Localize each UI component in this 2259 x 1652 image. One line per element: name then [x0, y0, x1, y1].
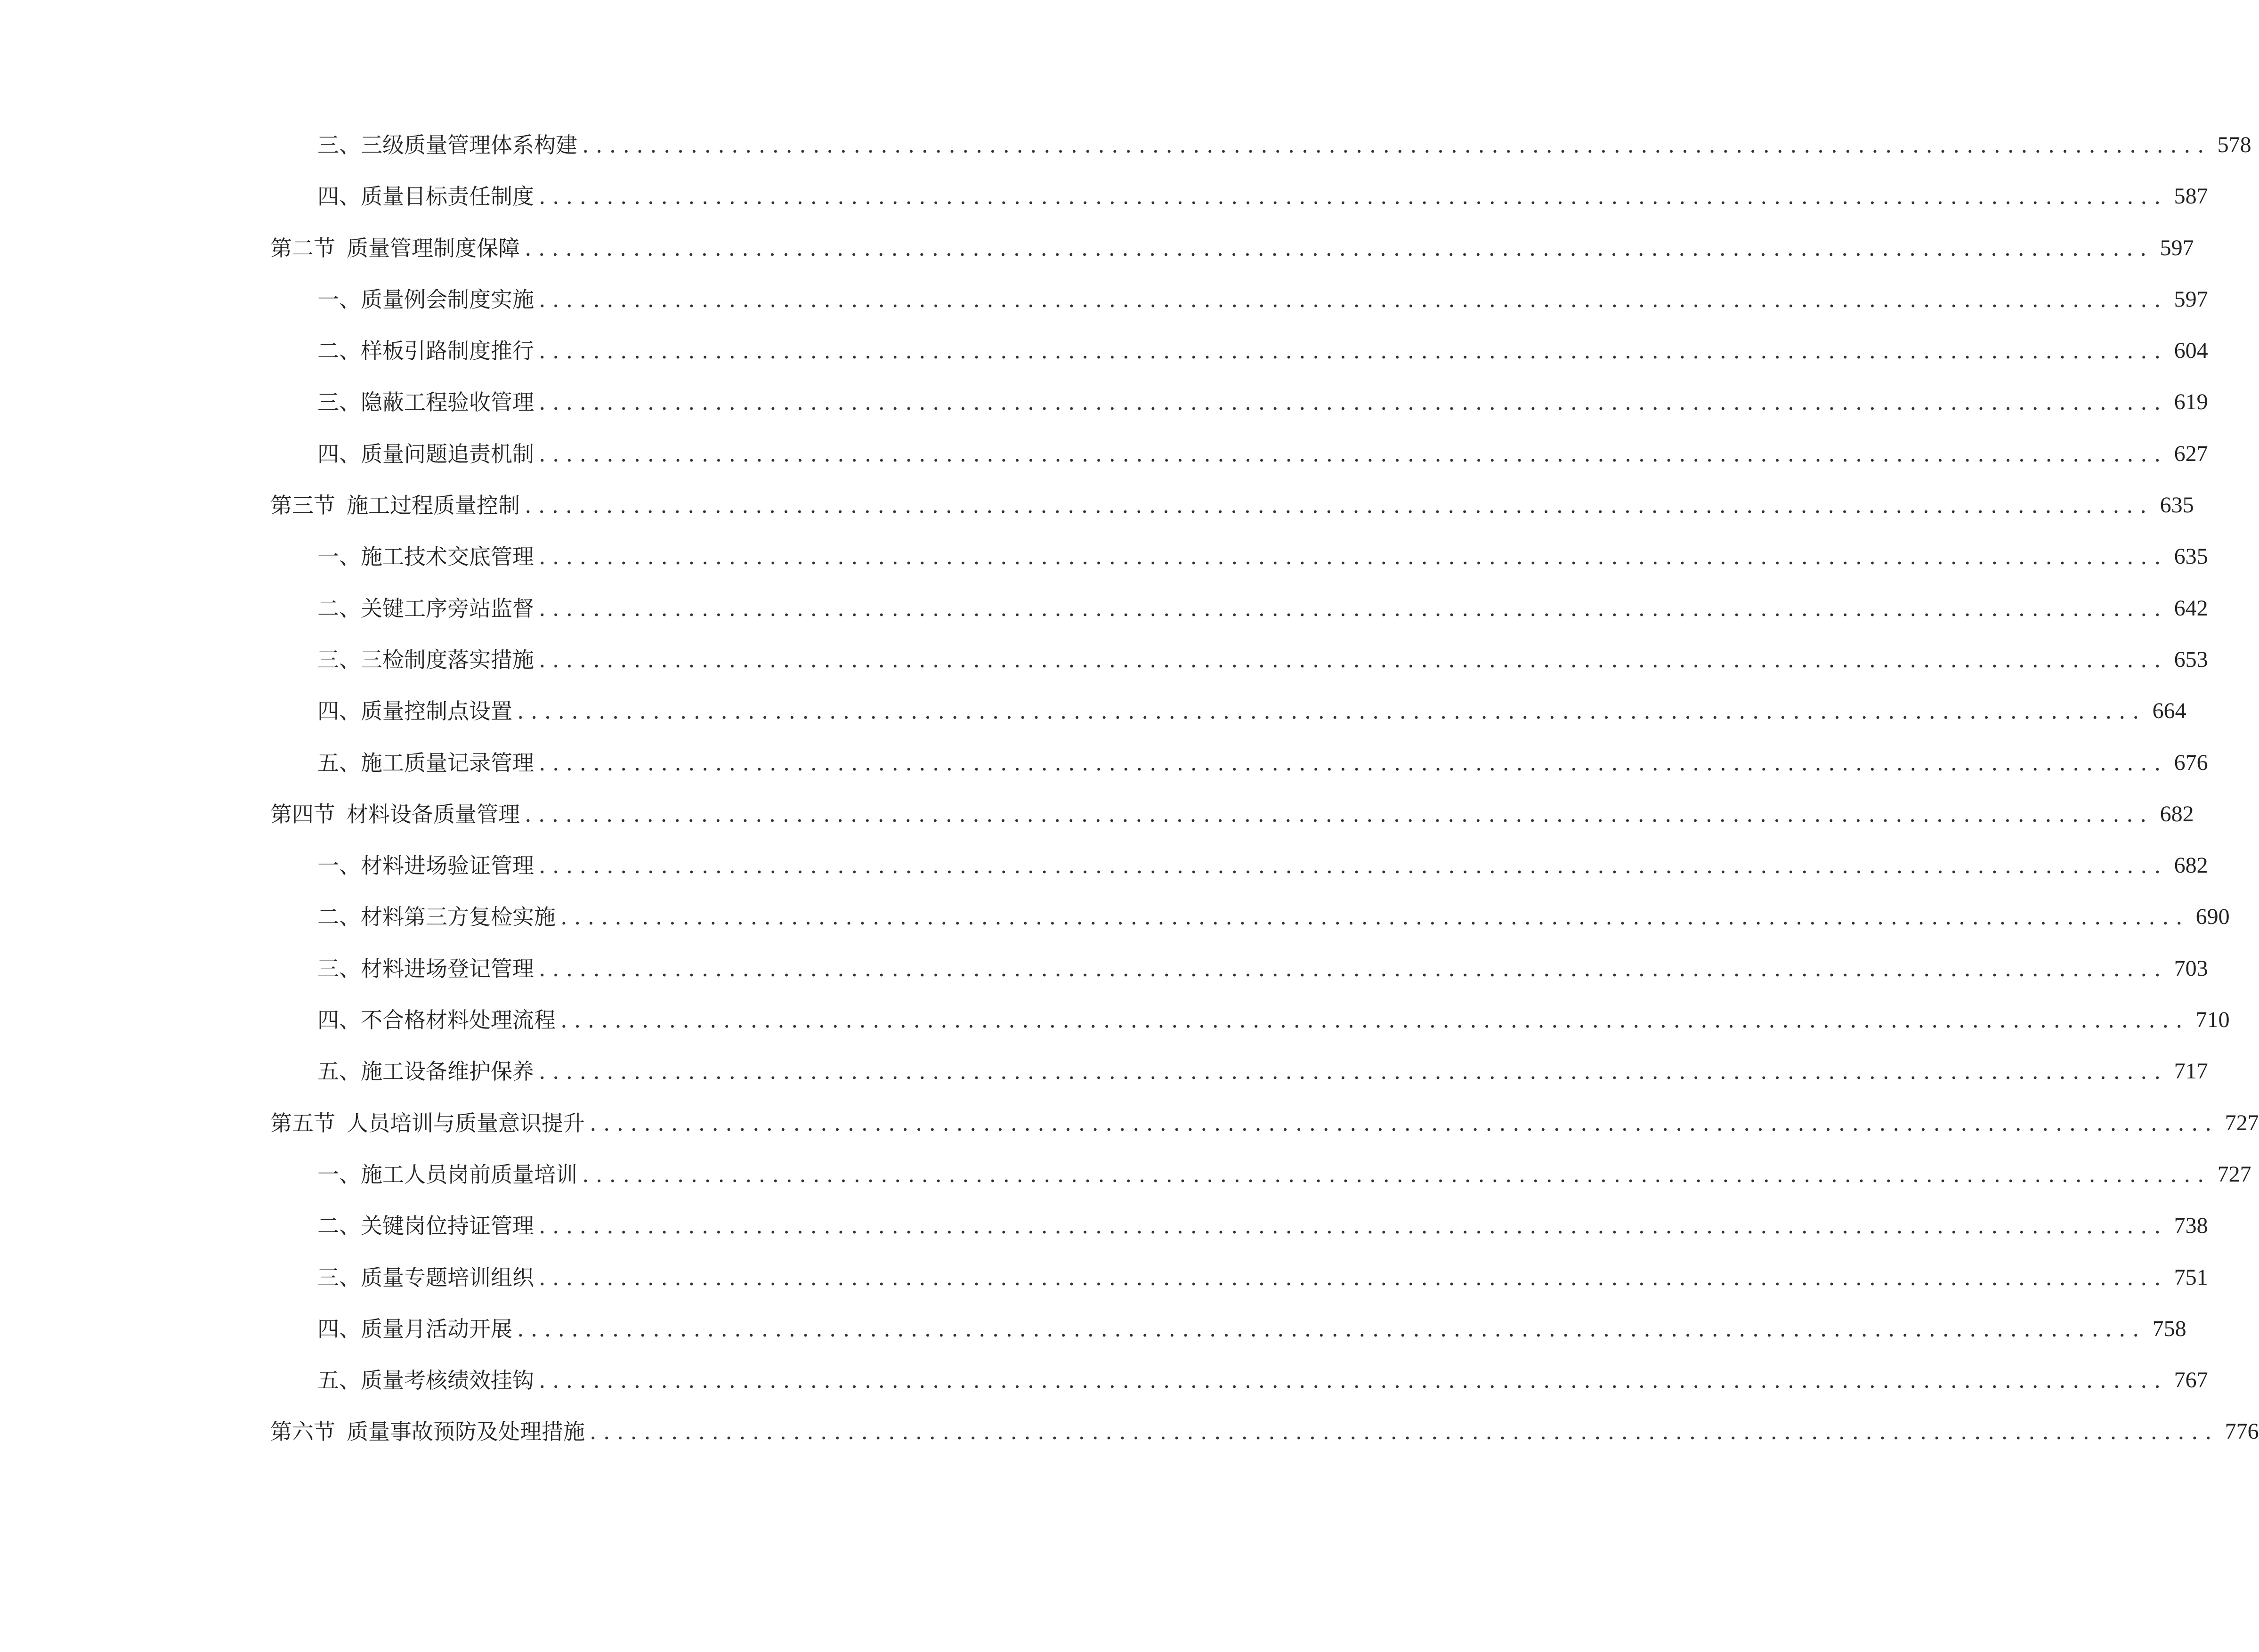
dot-leader: ........................................................................................................................: [539, 389, 2168, 415]
toc-entry-title: 施工人员岗前质量培训: [361, 1161, 577, 1187]
toc-entry-title: 质量例会制度实施: [361, 286, 534, 312]
toc-entry-line: [317, 1263, 2208, 1292]
toc-entry-line: [317, 1160, 2251, 1189]
toc-subsection-entry[interactable]: [0, 903, 2230, 954]
dot-leader: ........................................................................................................................: [539, 338, 2168, 364]
dot-leader: ........................................................................................................................: [539, 184, 2168, 210]
toc-entry-page-number: 597: [2160, 235, 2194, 260]
toc-entry-line: [317, 697, 2186, 725]
toc-entry-title: 三检制度落实措施: [361, 647, 534, 672]
toc-subsection-entry[interactable]: [0, 337, 2208, 388]
toc-entry-number: 二、: [317, 338, 361, 364]
toc-entry-title: 施工技术交底管理: [361, 544, 534, 570]
toc-entry-line: [317, 1366, 2208, 1394]
toc-entry-number: 第四节: [270, 801, 335, 827]
dot-leader: ........................................................................................................................: [539, 1059, 2168, 1085]
toc-entry-number: 第六节: [270, 1419, 335, 1445]
toc-entry-page-number: 682: [2174, 853, 2208, 878]
toc-entry-line: [317, 337, 2208, 365]
toc-entry-title: 质量事故预防及处理措施: [347, 1419, 585, 1445]
toc-subsection-entry[interactable]: [0, 955, 2208, 1006]
toc-subsection-entry[interactable]: [0, 1160, 2251, 1212]
toc-entry-title: 质量管理制度保障: [347, 235, 520, 261]
toc-entry-title: 质量问题追责机制: [361, 441, 534, 467]
toc-entry-page-number: 738: [2174, 1213, 2208, 1239]
toc-entry-line: [317, 1057, 2208, 1085]
toc-subsection-entry[interactable]: [0, 851, 2208, 903]
toc-entry-number: 二、: [317, 595, 361, 621]
toc-entry-line: [317, 182, 2208, 211]
toc-entry-title: 质量考核绩效挂钩: [361, 1368, 534, 1393]
toc-entry-number: 第二节: [270, 235, 335, 261]
dot-leader: ........................................................................................................................: [539, 544, 2168, 570]
toc-entry-page-number: 751: [2174, 1264, 2208, 1290]
toc-entry-line: [270, 800, 2194, 828]
toc-entry-page-number: 587: [2174, 184, 2208, 209]
toc-entry-page-number: 676: [2174, 750, 2208, 775]
toc-entry-line: [317, 388, 2208, 416]
toc-entry-line: [317, 749, 2208, 777]
toc-entry-line: [270, 1109, 2259, 1137]
toc-entry-page-number: 635: [2160, 493, 2194, 518]
toc-entry-number: 五、: [317, 1059, 361, 1085]
dot-leader: ........................................................................................................................: [539, 750, 2168, 776]
toc-entry-title: 施工设备维护保养: [361, 1059, 534, 1085]
toc-entry-number: 一、: [317, 544, 361, 570]
toc-section-entry[interactable]: [0, 234, 2194, 285]
toc-entry-page-number: 767: [2174, 1368, 2208, 1393]
dot-leader: ........................................................................................................................: [539, 1264, 2168, 1290]
toc-entry-line: [317, 1212, 2208, 1240]
toc-entry-number: 第五节: [270, 1110, 335, 1136]
dot-leader: ........................................................................................................................: [590, 1419, 2219, 1445]
toc-entry-line: [317, 543, 2208, 571]
toc-entry-number: 三、: [317, 956, 361, 981]
toc-subsection-entry[interactable]: [0, 1315, 2186, 1366]
toc-entry-title: 材料进场登记管理: [361, 956, 534, 981]
dot-leader: ........................................................................................................................: [539, 647, 2168, 672]
toc-entry-page-number: 690: [2195, 904, 2230, 930]
toc-section-entry[interactable]: [0, 1109, 2259, 1160]
toc-subsection-entry[interactable]: [0, 1212, 2208, 1263]
toc-entry-line: [317, 285, 2208, 314]
toc-entry-number: 二、: [317, 904, 361, 930]
toc-subsection-entry[interactable]: [0, 440, 2208, 491]
toc-entry-page-number: 619: [2174, 389, 2208, 415]
dot-leader: ........................................................................................................................: [539, 1368, 2168, 1393]
toc-entry-page-number: 776: [2225, 1419, 2259, 1444]
toc-entry-title: 关键工序旁站监督: [361, 595, 534, 621]
toc-subsection-entry[interactable]: [0, 1006, 2230, 1057]
toc-entry-page-number: 642: [2174, 595, 2208, 621]
dot-leader: ........................................................................................................................: [517, 1316, 2146, 1342]
toc-entry-page-number: 604: [2174, 338, 2208, 364]
toc-entry-page-number: 627: [2174, 441, 2208, 466]
toc-entry-title: 不合格材料处理流程: [361, 1007, 556, 1033]
toc-entry-title: 人员培训与质量意识提升: [347, 1110, 585, 1136]
toc-entry-title: 施工质量记录管理: [361, 750, 534, 776]
dot-leader: ........................................................................................................................: [560, 904, 2189, 930]
toc-subsection-entry[interactable]: [0, 1057, 2208, 1109]
toc-entry-line: [270, 234, 2194, 262]
toc-entry-title: 材料设备质量管理: [347, 801, 520, 827]
toc-entry-line: [270, 1417, 2259, 1446]
toc-subsection-entry[interactable]: [0, 388, 2208, 439]
toc-entry-page-number: 664: [2152, 698, 2186, 724]
toc-entry-number: 四、: [317, 1316, 361, 1342]
toc-entry-page-number: 682: [2160, 801, 2194, 826]
toc-subsection-entry[interactable]: [0, 543, 2208, 594]
dot-leader: ........................................................................................................................: [539, 1213, 2168, 1239]
dot-leader: ........................................................................................................................: [525, 801, 2154, 827]
toc-entry-page-number: 653: [2174, 647, 2208, 672]
toc-entry-page-number: 717: [2174, 1059, 2208, 1084]
dot-leader: ........................................................................................................................: [539, 441, 2168, 467]
toc-entry-title: 隐蔽工程验收管理: [361, 389, 534, 415]
toc-entry-title: 质量控制点设置: [361, 698, 512, 724]
toc-entry-line: [270, 491, 2194, 519]
toc-entry-line: [317, 903, 2230, 931]
toc-subsection-entry[interactable]: [0, 749, 2208, 800]
toc-entry-title: 样板引路制度推行: [361, 338, 534, 364]
toc-entry-number: 三、: [317, 1264, 361, 1290]
dot-leader: ........................................................................................................................: [582, 1161, 2211, 1187]
toc-entry-line: [317, 131, 2251, 159]
dot-leader: ........................................................................................................................: [590, 1110, 2219, 1136]
toc-entry-title: 质量目标责任制度: [361, 184, 534, 210]
toc-entry-number: 四、: [317, 698, 361, 724]
toc-entry-title: 材料进场验证管理: [361, 853, 534, 879]
toc-entry-line: [317, 851, 2208, 880]
dot-leader: ........................................................................................................................: [560, 1007, 2189, 1033]
toc-subsection-entry[interactable]: [0, 285, 2208, 337]
toc-section-entry[interactable]: [0, 800, 2194, 851]
dot-leader: ........................................................................................................................: [539, 853, 2168, 879]
toc-entry-number: 三、: [317, 389, 361, 415]
toc-entry-page-number: 727: [2217, 1161, 2251, 1187]
table-of-contents: [0, 131, 2259, 1469]
toc-entry-number: 一、: [317, 1161, 361, 1187]
dot-leader: ........................................................................................................................: [525, 235, 2154, 261]
toc-entry-line: [317, 1315, 2186, 1343]
toc-entry-number: 一、: [317, 853, 361, 879]
toc-entry-line: [317, 955, 2208, 983]
toc-subsection-entry[interactable]: [0, 131, 2251, 182]
toc-entry-page-number: 578: [2217, 132, 2251, 157]
toc-entry-title: 材料第三方复检实施: [361, 904, 556, 930]
toc-entry-title: 施工过程质量控制: [347, 493, 520, 518]
dot-leader: ........................................................................................................................: [539, 595, 2168, 621]
toc-entry-page-number: 727: [2225, 1110, 2259, 1135]
toc-entry-number: 四、: [317, 184, 361, 210]
toc-entry-title: 三级质量管理体系构建: [361, 132, 577, 158]
toc-subsection-entry[interactable]: [0, 1366, 2208, 1417]
toc-entry-line: [317, 1006, 2230, 1034]
toc-entry-number: 三、: [317, 132, 361, 158]
toc-entry-page-number: 635: [2174, 544, 2208, 569]
toc-section-entry[interactable]: [0, 1417, 2259, 1469]
toc-entry-title: 关键岗位持证管理: [361, 1213, 534, 1239]
toc-entry-page-number: 703: [2174, 956, 2208, 981]
toc-entry-number: 二、: [317, 1213, 361, 1239]
dot-leader: ........................................................................................................................: [539, 956, 2168, 981]
toc-subsection-entry[interactable]: [0, 182, 2208, 234]
toc-subsection-entry[interactable]: [0, 646, 2208, 697]
toc-entry-line: [317, 646, 2208, 674]
toc-entry-number: 五、: [317, 750, 361, 776]
toc-entry-number: 四、: [317, 441, 361, 467]
toc-entry-number: 三、: [317, 647, 361, 672]
toc-entry-page-number: 710: [2195, 1007, 2230, 1033]
dot-leader: ........................................................................................................................: [525, 493, 2154, 518]
toc-entry-number: 第三节: [270, 493, 335, 518]
toc-entry-line: [317, 594, 2208, 623]
toc-entry-page-number: 758: [2152, 1316, 2186, 1341]
toc-subsection-entry[interactable]: [0, 1263, 2208, 1315]
toc-entry-number: 四、: [317, 1007, 361, 1033]
toc-entry-number: 五、: [317, 1368, 361, 1393]
toc-section-entry[interactable]: [0, 491, 2194, 543]
dot-leader: ........................................................................................................................: [539, 286, 2168, 312]
toc-entry-title: 质量专题培训组织: [361, 1264, 534, 1290]
toc-subsection-entry[interactable]: [0, 697, 2186, 748]
dot-leader: ........................................................................................................................: [517, 698, 2146, 724]
toc-entry-page-number: 597: [2174, 286, 2208, 312]
toc-entry-line: [317, 440, 2208, 468]
toc-entry-number: 一、: [317, 286, 361, 312]
toc-subsection-entry[interactable]: [0, 594, 2208, 646]
toc-entry-title: 质量月活动开展: [361, 1316, 512, 1342]
dot-leader: ........................................................................................................................: [582, 132, 2211, 158]
